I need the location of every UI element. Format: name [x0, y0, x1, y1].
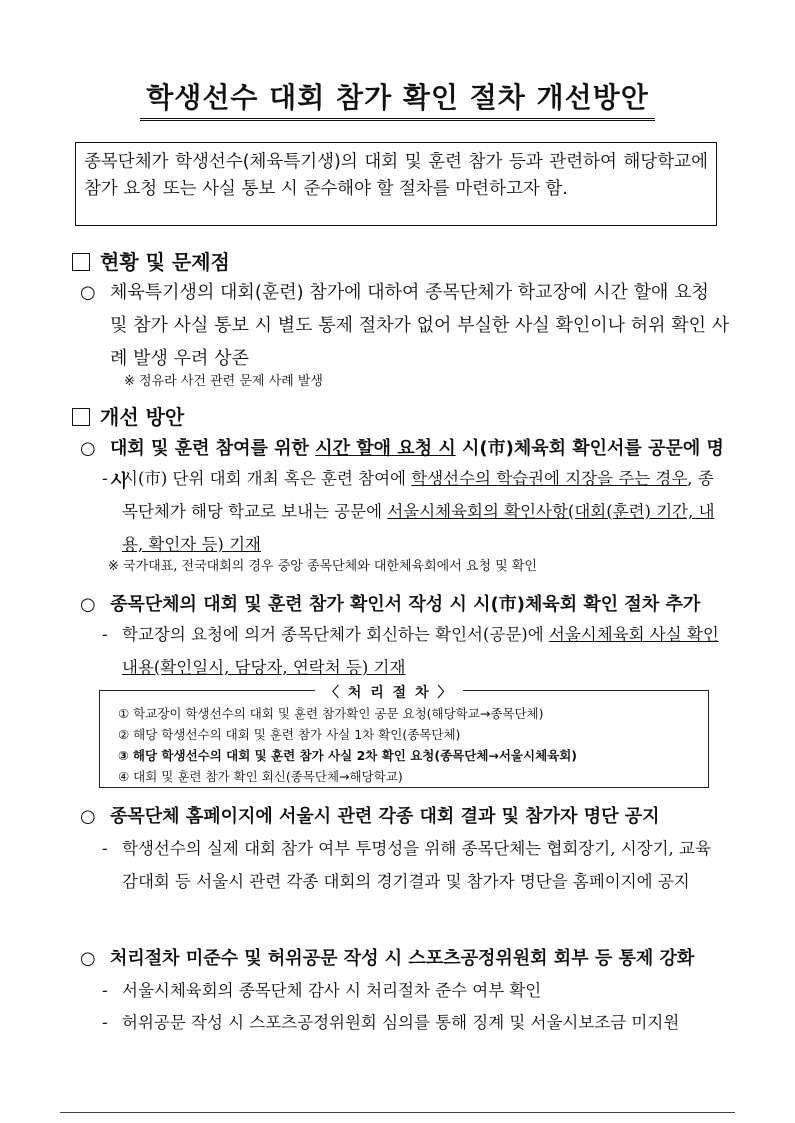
improvement-item-2 [80, 588, 730, 621]
item1-pre: 대회 및 훈련 참여를 위한 [110, 438, 316, 459]
improvement-item-1-detail [102, 462, 726, 561]
process-step-1: ① 학교장이 학생선수의 대회 및 훈련 참가확인 공문 요청(해당학교→종목단체) [118, 706, 544, 721]
item4-text: 처리절차 미준수 및 허위공문 작성 시 스포츠공정위원회 회부 등 통제 강화 [110, 948, 695, 969]
process-title: 〈 처 리 절 차 〉 [315, 682, 463, 702]
dash-bullet: - [102, 1013, 108, 1032]
improvement-item-3-detail [102, 832, 726, 898]
improvement-item-1-note: ※ 국가대표, 전국대회의 경우 중앙 종목단체와 대한체육회에서 요청 및 확인 [108, 559, 537, 574]
section-heading-status [72, 246, 230, 275]
process-step-4: ④ 대회 및 훈련 참가 확인 회신(종목단체→해당학교) [118, 769, 403, 784]
item3-sub: 학생선수의 실제 대회 참가 여부 투명성을 위해 종목단체는 협회장기, 시장기, 교육감대회 등 서울시 관련 각종 대회의 경기결과 및 참가자 명단을 홈페이지에 공지 [122, 839, 711, 891]
dash-bullet: - [102, 469, 108, 488]
page-bottom-divider [60, 1112, 735, 1113]
item1-sub-ul2: 서울시체육회의 확인사항(대회(훈련) 기간, 내용, 확인자 등) 기재 [122, 502, 715, 554]
item1-sub-mid: , 종목단체가 해당 학교로 보내는 공문에 [122, 469, 714, 521]
circle-bullet-icon: ○ [80, 282, 96, 303]
circle-bullet-icon: ○ [80, 594, 96, 615]
item3-text: 종목단체 홈페이지에 서울시 관련 각종 대회 결과 및 참가자 명단 공지 [110, 806, 660, 827]
process-step-2: ② 해당 학생선수의 대회 및 훈련 참가 사실 1차 확인(종목단체) [118, 727, 461, 742]
improvement-item-4 [80, 942, 730, 975]
improvement-item-4-detail-2 [102, 1006, 726, 1039]
dash-bullet: - [102, 981, 108, 1000]
item1-sub-pre: 시(市) 단위 대회 개최 혹은 훈련 참여에 [122, 469, 412, 488]
status-item-text: 체육특기생의 대회(훈련) 참가에 대하여 종목단체가 학교장에 시간 할애 요청 및 참가 사실 통보 시 별도 통제 절차가 없어 부실한 사실 확인이나 허위 확인 사례 발생 우려 상존 [110, 282, 730, 369]
circle-bullet-icon: ○ [80, 806, 96, 827]
checkbox-square-icon [72, 408, 90, 426]
improvement-item-3 [80, 800, 730, 833]
checkbox-square-icon [72, 253, 90, 271]
section-heading-improvement [72, 401, 184, 430]
item1-sub-ul1: 학생선수의 학습권에 지장을 주는 경우 [411, 469, 688, 488]
item1-post: 시(市)체육회 확인서를 공문에 명시 [110, 438, 724, 492]
section-heading-text: 개선 방안 [100, 405, 185, 429]
process-step-3: ③ 해당 학생선수의 대회 및 훈련 참가 사실 2차 확인 요청(종목단체→서울시체육회) [118, 748, 578, 763]
circle-bullet-icon: ○ [80, 948, 96, 969]
item2-text: 종목단체의 대회 및 훈련 참가 확인서 작성 시 시(市)체육회 확인 절차 추가 [110, 594, 701, 615]
improvement-item-4-detail-1 [102, 974, 726, 1007]
page-title-text: 학생선수 대회 참가 확인 절차 개선방안 [140, 81, 655, 121]
improvement-item-2-detail [102, 618, 726, 684]
item1-underlined: 시간 할애 요청 시 [315, 438, 456, 459]
circle-bullet-icon: ○ [80, 438, 96, 459]
dash-bullet: - [102, 839, 108, 858]
section-heading-text: 현황 및 문제점 [100, 250, 230, 274]
item2-sub-pre: 학교장의 요청에 의거 종목단체가 회신하는 확인서(공문)에 [122, 625, 549, 644]
item2-sub-ul: 서울시체육회 사실 확인내용(확인일시, 담당자, 연락처 등) 기재 [122, 625, 719, 677]
page-title [0, 76, 795, 116]
status-item [80, 276, 730, 375]
item4-sub1: 서울시체육회의 종목단체 감사 시 처리절차 준수 여부 확인 [122, 981, 542, 1000]
item4-sub2: 허위공문 작성 시 스포츠공정위원회 심의를 통해 징계 및 서울시보조금 미지원 [122, 1013, 680, 1032]
status-note: ※ 정유라 사건 관련 문제 사례 발생 [124, 374, 323, 389]
intro-box: 종목단체가 학생선수(체육특기생)의 대회 및 훈련 참가 등과 관련하여 해당학교에 참가 요청 또는 사실 통보 시 준수해야 할 절차를 마련하고자 함. [75, 142, 717, 226]
dash-bullet: - [102, 625, 108, 644]
